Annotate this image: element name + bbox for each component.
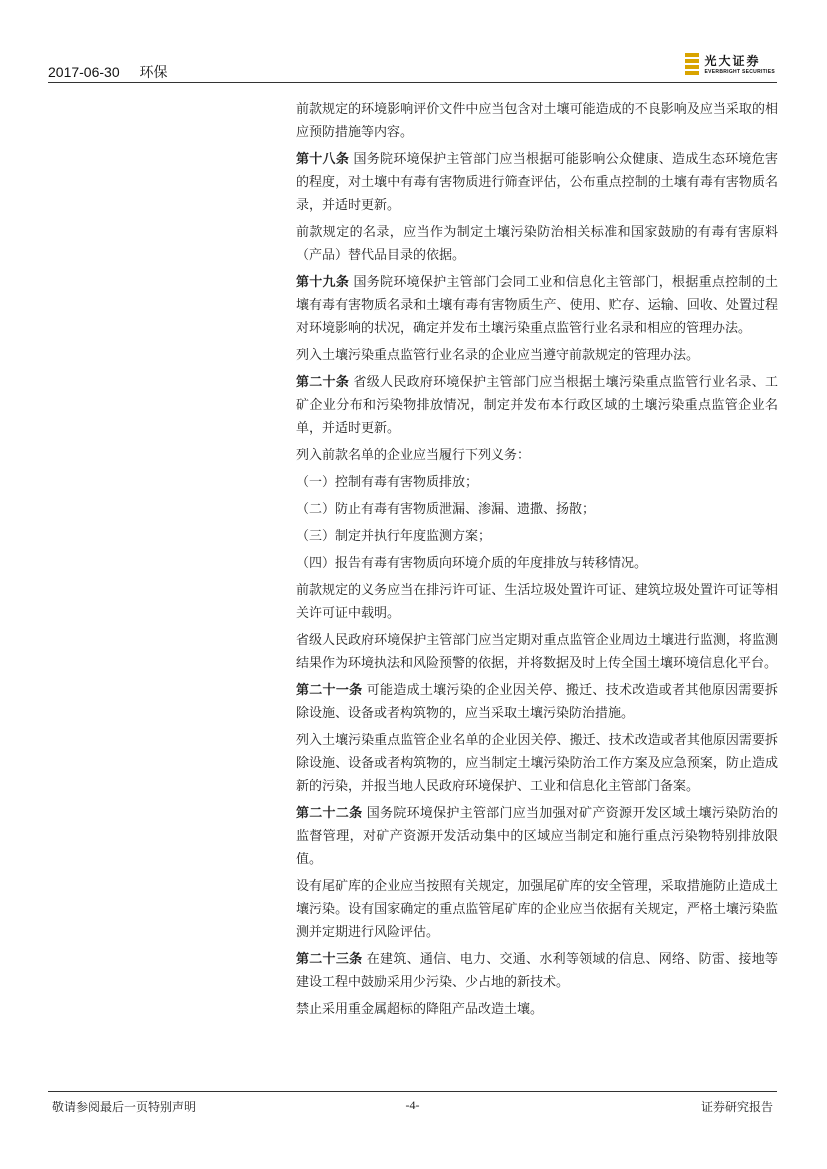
paragraph-text: 前款规定的名录，应当作为制定土壤污染防治相关标准和国家鼓励的有毒有害原料（产品）替代品目录的依据。 <box>296 225 778 263</box>
body-paragraph <box>296 552 778 575</box>
header-divider <box>48 82 777 83</box>
header-meta <box>48 62 184 82</box>
article-number: 第二十一条 <box>296 683 363 698</box>
paragraph-text: 国务院环境保护主管部门应当根据可能影响公众健康、造成生态环境危害的程度，对土壤中有毒有害物质进行筛查评估，公布重点控制的土壤有毒有害物质名录，并适时更新。 <box>296 152 778 213</box>
paragraph-text: 省级人民政府环境保护主管部门应当定期对重点监管企业周边土壤进行监测，将监测结果作为环境执法和风险预警的依据，并将数据及时上传全国土壤环境信息化平台。 <box>296 633 778 671</box>
paragraph-text: 前款规定的义务应当在排污许可证、生活垃圾处置许可证、建筑垃圾处置许可证等相关许可证中载明。 <box>296 583 778 621</box>
body-paragraph <box>296 498 778 521</box>
article-number: 第十八条 <box>296 152 350 167</box>
paragraph-text: 在建筑、通信、电力、交通、水利等领域的信息、网络、防雷、接地等建设工程中鼓励采用少污染、少占地的新技术。 <box>296 952 778 990</box>
page-footer <box>48 1098 777 1116</box>
paragraph-text: 省级人民政府环境保护主管部门应当根据土壤污染重点监管行业名录、工矿企业分布和污染物排放情况，制定并发布本行政区域的土壤污染重点监管企业名单，并适时更新。 <box>296 375 778 436</box>
disclaimer-note: 敬请参阅最后一页特别声明 <box>52 1100 197 1114</box>
paragraph-text: （一）控制有毒有害物质排放； <box>296 475 479 490</box>
body-paragraph <box>296 221 778 267</box>
paragraph-text: 国务院环境保护主管部门应当加强对矿产资源开发区域土壤污染防治的监督管理，对矿产资源开发活动集中的区域应当制定和施行重点污染物特别排放限值。 <box>296 806 778 867</box>
body-paragraph <box>296 444 778 467</box>
page-header <box>48 54 777 82</box>
body-paragraph <box>296 875 778 944</box>
body-paragraph <box>296 344 778 367</box>
paragraph-text: 设有尾矿库的企业应当按照有关规定，加强尾矿库的安全管理，采取措施防止造成土壤污染。设有国家确定的重点监管尾矿库的企业应当依据有关规定，严格土壤污染监测并定期进行风险评估。 <box>296 879 778 940</box>
body-paragraph <box>296 729 778 798</box>
paragraph-text: 前款规定的环境影响评价文件中应当包含对土壤可能造成的不良影响及应当采取的相应预防措施等内容。 <box>296 102 778 140</box>
body-paragraph <box>296 998 778 1021</box>
body-paragraph <box>296 525 778 548</box>
article-paragraph <box>296 148 778 217</box>
article-number: 第十九条 <box>296 275 350 290</box>
article-number: 第二十三条 <box>296 952 363 967</box>
paragraph-text: 可能造成土壤污染的企业因关停、搬迁、技术改造或者其他原因需要拆除设施、设备或者构筑物的，应当采取土壤污染防治措施。 <box>296 683 778 721</box>
report-type: 证券研究报告 <box>700 1100 773 1114</box>
article-paragraph <box>296 802 778 871</box>
article-number: 第二十条 <box>296 375 350 390</box>
paragraph-text: 禁止采用重金属超标的降阻产品改造土壤。 <box>296 1002 544 1017</box>
paragraph-text: （二）防止有毒有害物质泄漏、渗漏、遗撒、扬散； <box>296 502 596 517</box>
footer-divider <box>48 1091 777 1092</box>
paragraph-text: 列入前款名单的企业应当履行下列义务： <box>296 448 531 463</box>
page-number: -4- <box>405 1098 420 1112</box>
paragraph-text: 列入土壤污染重点监管行业名录的企业应当遵守前款规定的管理办法。 <box>296 348 700 363</box>
logo-en-text: EVERBRIGHT SECURITIES <box>704 69 775 75</box>
company-logo <box>685 52 775 75</box>
body-paragraph <box>296 98 778 144</box>
paragraph-text: 国务院环境保护主管部门会同工业和信息化主管部门，根据重点控制的土壤有毒有害物质名录和土壤有毒有害物质生产、使用、贮存、运输、回收、处置过程对环境影响的状况，确定并发布土壤污染重点监管行业名录和相应的管理办法。 <box>296 275 778 336</box>
article-number: 第二十二条 <box>296 806 363 821</box>
body-paragraph <box>296 471 778 494</box>
report-date: 2017-06-30 <box>48 64 120 80</box>
logo-mark-icon <box>685 53 699 75</box>
paragraph-text: （四）报告有毒有害物质向环境介质的年度排放与转移情况。 <box>296 556 648 571</box>
body-paragraph <box>296 629 778 675</box>
paragraph-text: 列入土壤污染重点监管企业名单的企业因关停、搬迁、技术改造或者其他原因需要拆除设施、设备或者构筑物的，应当制定土壤污染防治工作方案及应急预案，防止造成新的污染，并报当地人民政府环境保护、工业和信息化主管部门备案。 <box>296 733 778 794</box>
article-paragraph <box>296 948 778 994</box>
paragraph-text: （三）制定并执行年度监测方案； <box>296 529 492 544</box>
article-paragraph <box>296 271 778 340</box>
logo-cn-text: 光大证券 <box>704 54 761 68</box>
report-category: 环保 <box>139 64 168 80</box>
article-paragraph <box>296 371 778 440</box>
body-paragraph <box>296 579 778 625</box>
document-body <box>296 98 778 1025</box>
article-paragraph <box>296 679 778 725</box>
